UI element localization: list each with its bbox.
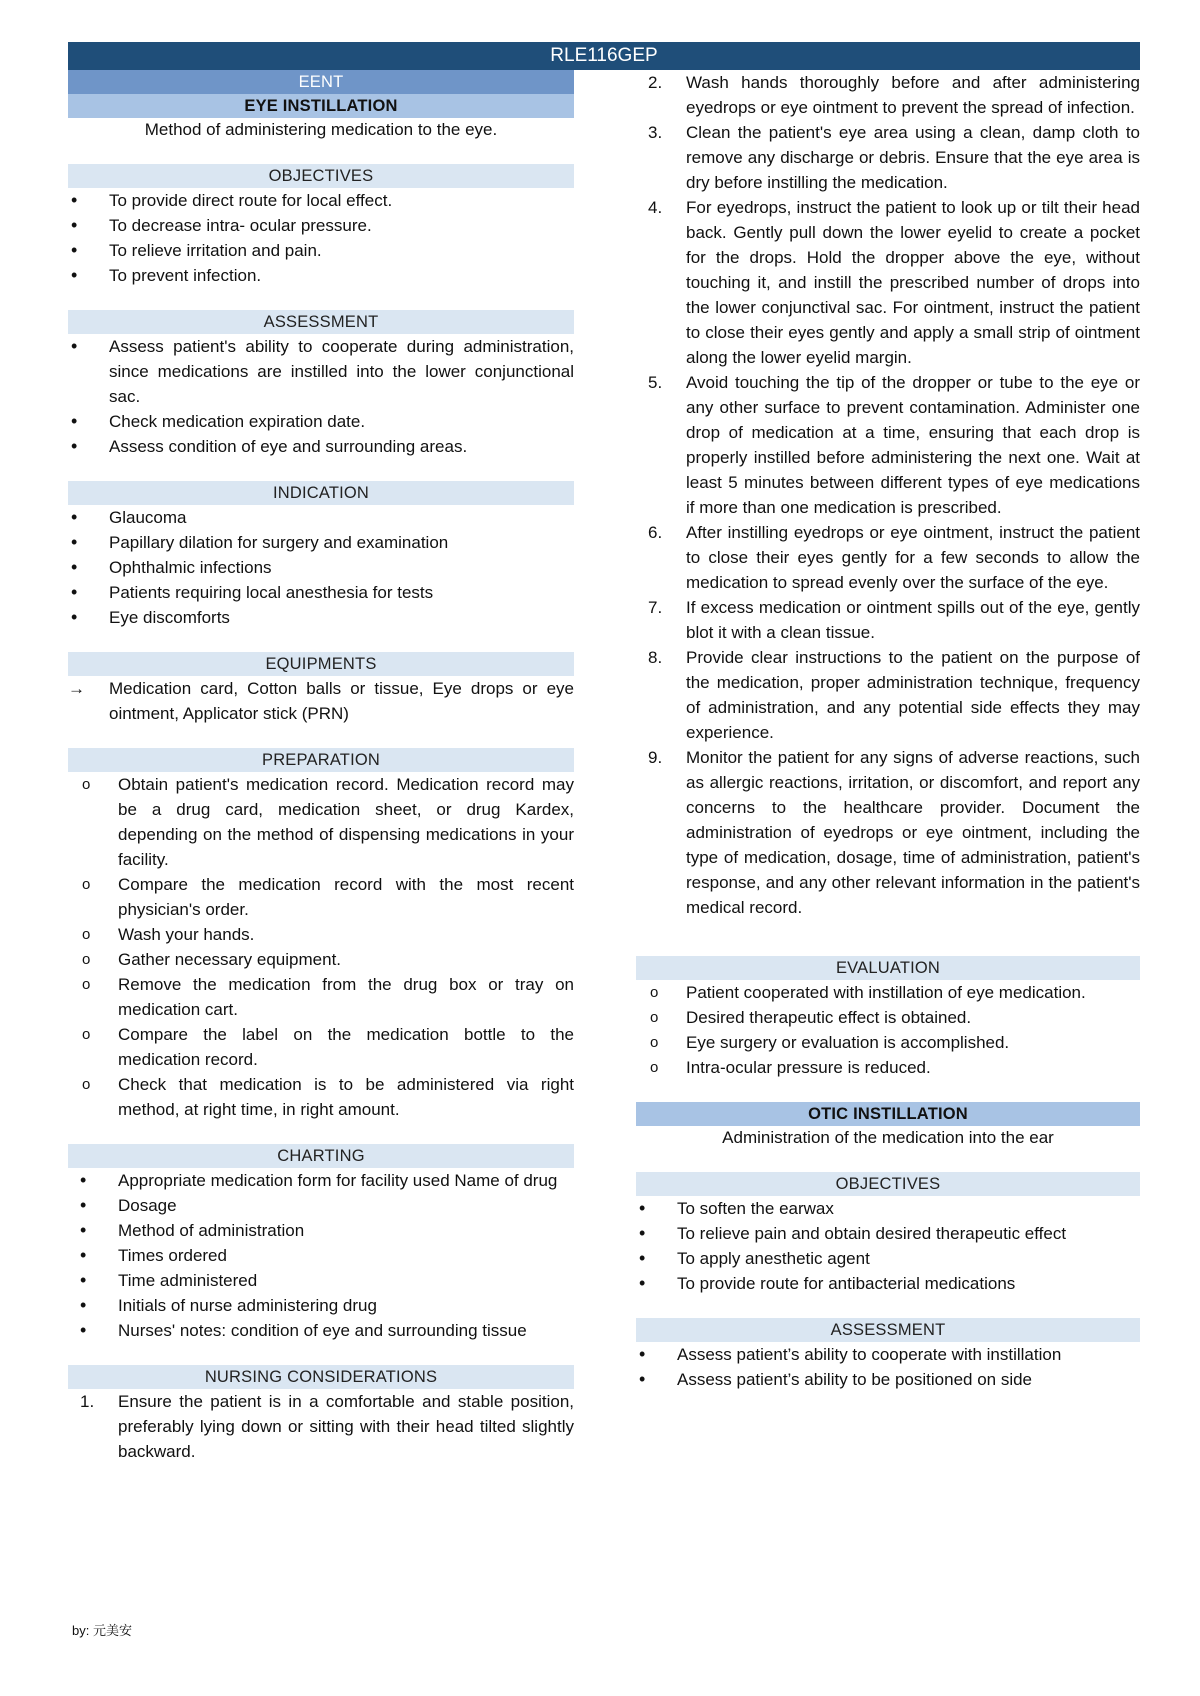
equipments-list [68, 676, 574, 726]
list-item: • To apply anesthetic agent [636, 1246, 1140, 1271]
list-item: o Patient cooperated with instillation of eye medication. [636, 980, 1140, 1005]
list-item: • Times ordered [68, 1243, 574, 1268]
nursing-considerations-list [68, 1389, 574, 1464]
list-item: • To relieve irritation and pain. [68, 238, 574, 263]
list-item: • Nurses' notes: condition of eye and surrounding tissue [68, 1318, 574, 1343]
item-number: 3. [648, 123, 663, 142]
right-column [636, 70, 1140, 1392]
item-number: 4. [648, 198, 663, 217]
list-item [636, 195, 1140, 370]
list-item: • Assess patient’s ability to cooperate with instillation [636, 1342, 1140, 1367]
nursing-considerations-continued [636, 70, 1140, 920]
list-item: o Check that medication is to be administered via right method, at right time, in right amount. [68, 1072, 574, 1122]
list-item: • Time administered [68, 1268, 574, 1293]
item-number: 9. [648, 748, 663, 767]
list-item: o Remove the medication from the drug box or tray on medication cart. [68, 972, 574, 1022]
item-number: 1. [80, 1392, 95, 1411]
list-item: o Compare the label on the medication bottle to the medication record. [68, 1022, 574, 1072]
charting-list [68, 1168, 574, 1343]
item-text: For eyedrops, instruct the patient to look up or tilt their head back. Gently pull down the lower eyelid to create a pocket for the drops. Hold the dropper above the eye, without touching it, and instill the prescribed number of drops into the lower conjunctival sac. For ointment, instruct the patient to close their eyes gently and apply a small strip of ointment along the lower eyelid margin. [686, 198, 1140, 367]
list-item: • To provide direct route for local effect. [68, 188, 574, 213]
subheader-evaluation: EVALUATION [636, 956, 1140, 980]
list-item: o Intra-ocular pressure is reduced. [636, 1055, 1140, 1080]
item-text: Monitor the patient for any signs of adverse reactions, such as allergic reactions, irritation, or discomfort, and report any concerns to the healthcare provider. Document the administration of eyedrops or eye ointment, including the type of medication, dosage, time of administration, patient's response, and any other relevant information in the patient's medical record. [686, 748, 1140, 917]
subheader-nursing-considerations: NURSING CONSIDERATIONS [68, 1365, 574, 1389]
item-number: 6. [648, 523, 663, 542]
topic-description: Administration of the medication into the ear [722, 1128, 1054, 1147]
list-item [636, 370, 1140, 520]
list-item: • To soften the earwax [636, 1196, 1140, 1221]
objectives-list [68, 188, 574, 288]
list-item: • Assess patient's ability to cooperate during administration, since medications are instilled into the lower conjunctional sac. [68, 334, 574, 409]
otic-objectives-list [636, 1196, 1140, 1296]
topic-description: Method of administering medication to the eye. [144, 120, 498, 139]
subheader-equipments: EQUIPMENTS [68, 652, 574, 676]
evaluation-list [636, 980, 1140, 1080]
list-item: • Papillary dilation for surgery and examination [68, 530, 574, 555]
list-item: • Method of administration [68, 1218, 574, 1243]
list-item: • To relieve pain and obtain desired therapeutic effect [636, 1221, 1140, 1246]
list-item: • Assess patient’s ability to be positioned on side [636, 1367, 1140, 1392]
list-item: • Ophthalmic infections [68, 555, 574, 580]
subheader-otic-objectives: OBJECTIVES [636, 1172, 1140, 1196]
list-item: • To decrease intra- ocular pressure. [68, 213, 574, 238]
subheader-objectives: OBJECTIVES [68, 164, 574, 188]
list-item [636, 520, 1140, 595]
preparation-list [68, 772, 574, 1122]
subheader-assessment: ASSESSMENT [68, 310, 574, 334]
item-number: 5. [648, 373, 663, 392]
list-item: • To prevent infection. [68, 263, 574, 288]
item-text: Provide clear instructions to the patient on the purpose of the medication, proper administration technique, frequency of administration, and any potential side effects they may experience. [686, 648, 1140, 742]
list-item [636, 645, 1140, 745]
item-text: Ensure the patient is in a comfortable and stable position, preferably lying down or sitting with their head tilted slightly backward. [118, 1392, 574, 1461]
item-text: If excess medication or ointment spills out of the eye, gently blot it with a clean tissue. [686, 598, 1140, 642]
otic-assessment-list [636, 1342, 1140, 1392]
author-footer: by: 元美安 [72, 1623, 132, 1638]
list-item: • Glaucoma [68, 505, 574, 530]
indication-list [68, 505, 574, 630]
item-text: Clean the patient's eye area using a clean, damp cloth to remove any discharge or debris. Ensure that the eye area is dry before instilling the medication. [686, 123, 1140, 192]
list-item: • Check medication expiration date. [68, 409, 574, 434]
list-item [68, 1389, 574, 1464]
list-item: • To provide route for antibacterial medications [636, 1271, 1140, 1296]
list-item: • Eye discomforts [68, 605, 574, 630]
document-title: RLE116GEP [68, 42, 1140, 70]
list-item: • Appropriate medication form for facility used Name of drug [68, 1168, 574, 1193]
list-item: • Dosage [68, 1193, 574, 1218]
list-item: o Compare the medication record with the most recent physician's order. [68, 872, 574, 922]
item-text: Avoid touching the tip of the dropper or tube to the eye or any other surface to prevent contamination. Administer one drop of medication at a time, ensuring that each drop is properly instilled before administering the next one. Wait at least 5 minutes between different types of eye medications if more than one medication is prescribed. [686, 373, 1140, 517]
list-item [636, 70, 1140, 120]
item-number: 7. [648, 598, 663, 617]
list-item [636, 120, 1140, 195]
list-item: → Medication card, Cotton balls or tissue, Eye drops or eye ointment, Applicator stick (PRN) [68, 676, 574, 726]
list-item: • Patients requiring local anesthesia for tests [68, 580, 574, 605]
subheader-preparation: PREPARATION [68, 748, 574, 772]
topic-header-otic-instillation: OTIC INSTILLATION [636, 1102, 1140, 1126]
item-number: 2. [648, 73, 663, 92]
item-text: Wash hands thoroughly before and after administering eyedrops or eye ointment to prevent the spread of infection. [686, 73, 1140, 117]
subheader-otic-assessment: ASSESSMENT [636, 1318, 1140, 1342]
topic-header-eye-instillation: EYE INSTILLATION [68, 94, 574, 118]
list-item [636, 745, 1140, 920]
list-item: o Gather necessary equipment. [68, 947, 574, 972]
subheader-indication: INDICATION [68, 481, 574, 505]
section-header-eent: EENT [68, 70, 574, 94]
subheader-charting: CHARTING [68, 1144, 574, 1168]
list-item: • Initials of nurse administering drug [68, 1293, 574, 1318]
assessment-list [68, 334, 574, 459]
list-item [636, 595, 1140, 645]
list-item: • Assess condition of eye and surrounding areas. [68, 434, 574, 459]
item-text: After instilling eyedrops or eye ointment, instruct the patient to close their eyes gently for a few seconds to allow the medication to spread evenly over the surface of the eye. [686, 523, 1140, 592]
list-item: o Eye surgery or evaluation is accomplished. [636, 1030, 1140, 1055]
list-item: o Obtain patient's medication record. Medication record may be a drug card, medication sheet, or drug Kardex, depending on the method of dispensing medications in your facility. [68, 772, 574, 872]
left-column [68, 70, 574, 1464]
list-item: o Wash your hands. [68, 922, 574, 947]
list-item: o Desired therapeutic effect is obtained. [636, 1005, 1140, 1030]
item-number: 8. [648, 648, 663, 667]
